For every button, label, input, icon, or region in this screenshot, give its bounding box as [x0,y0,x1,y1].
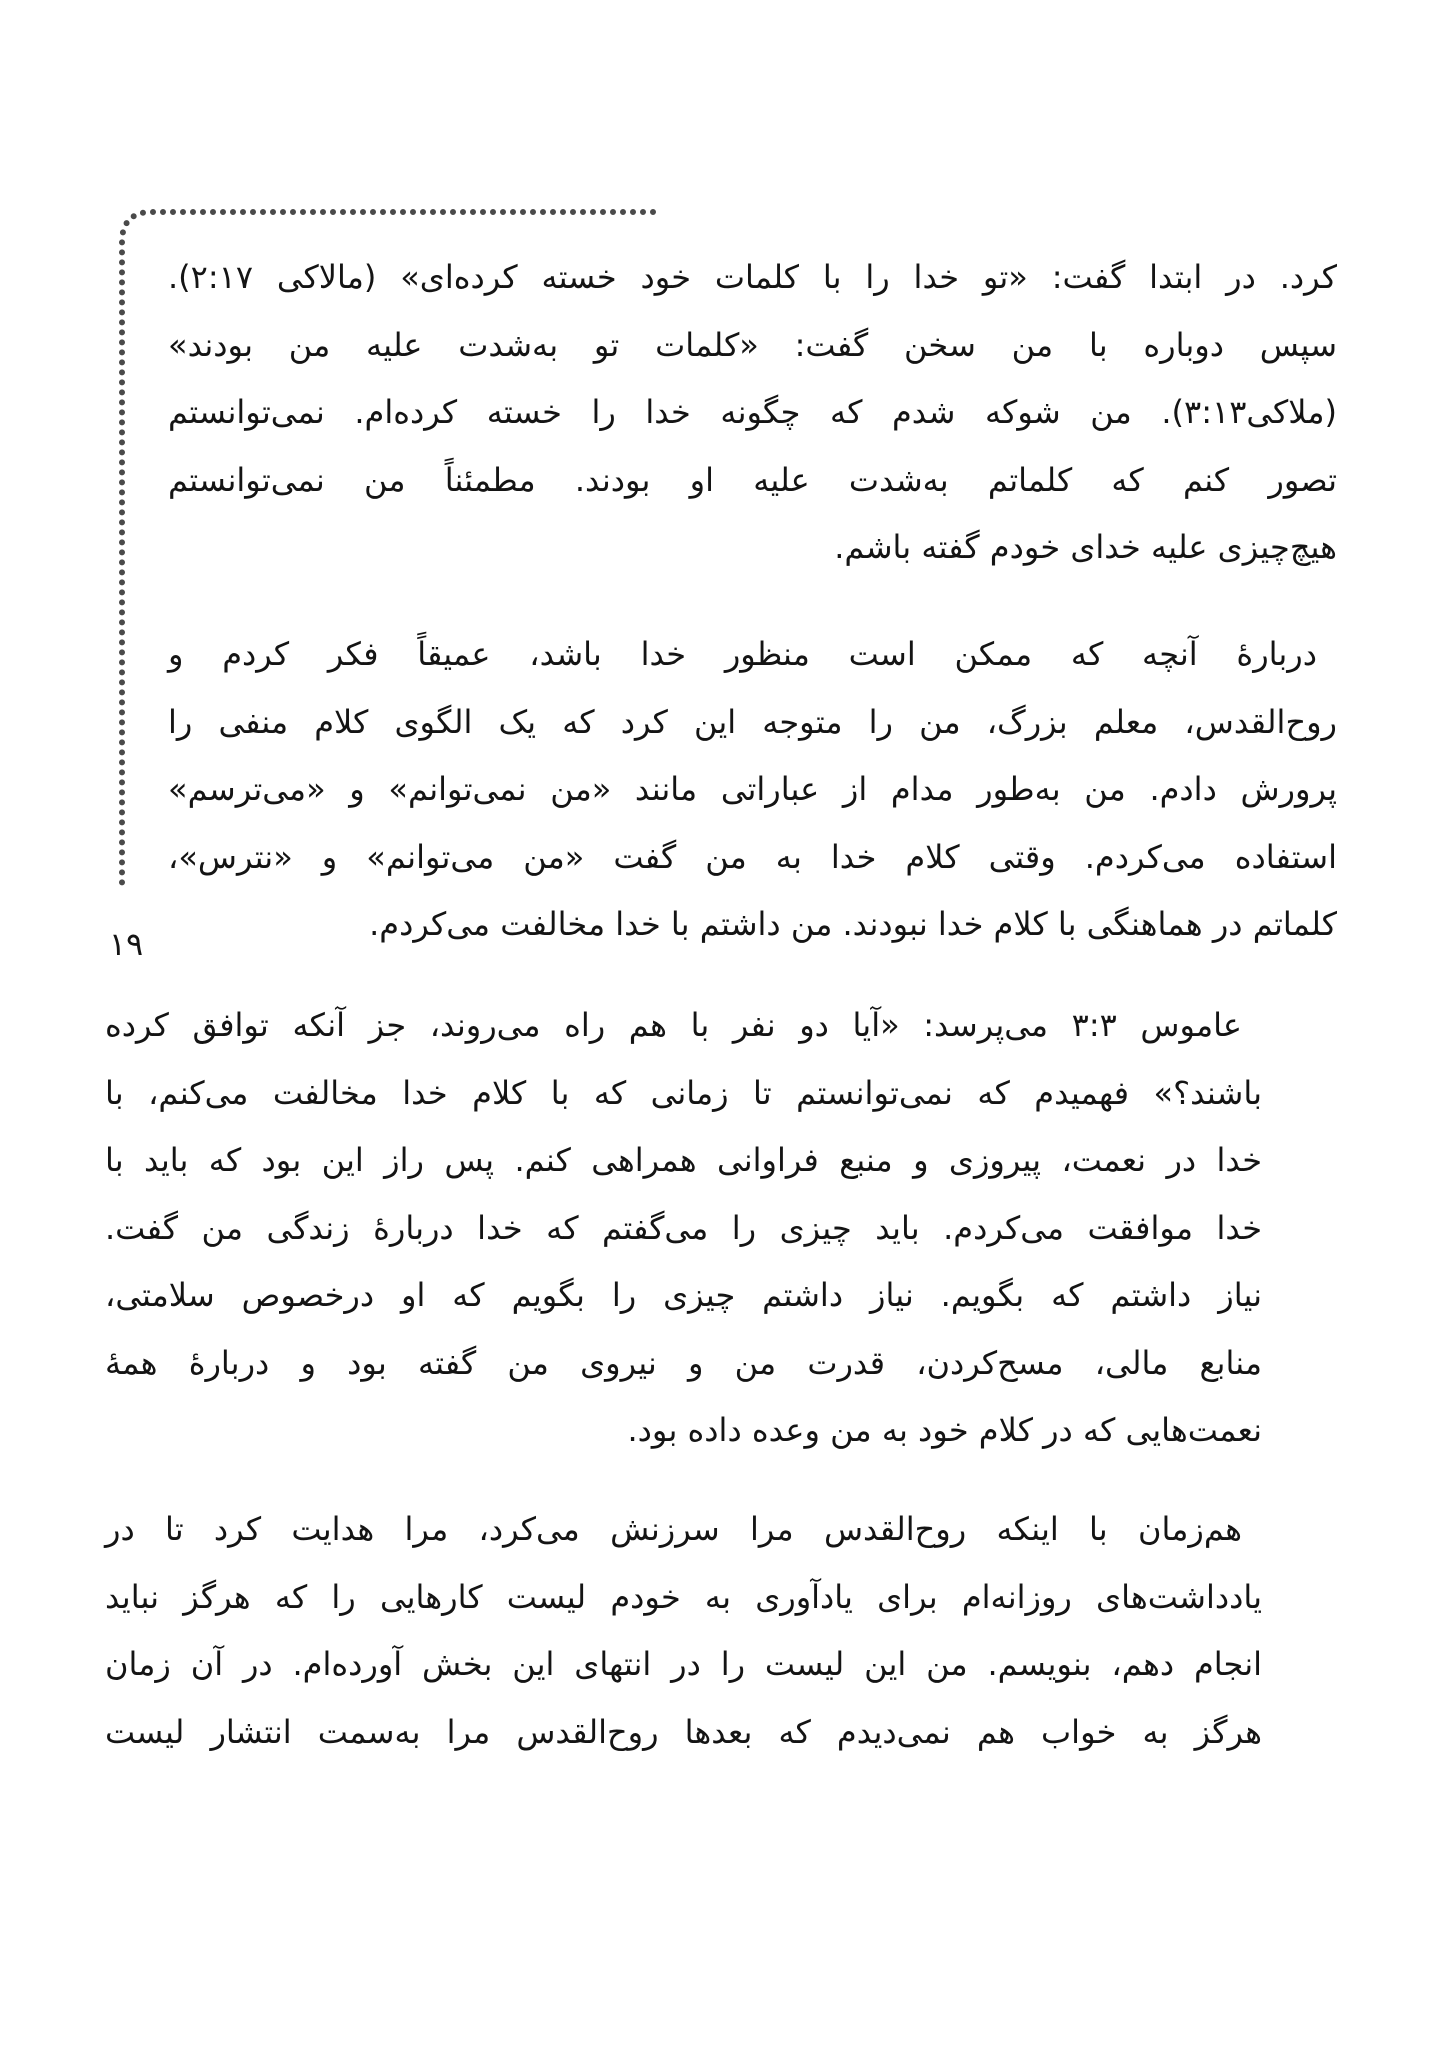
text-line: پرورش دادم. من به‌طور مدام از عباراتی مانند «من نمی‌توانم» و «می‌ترسم» [168,770,1337,808]
text-line: یادداشت‌های روزانه‌ام برای یادآوری به خودم لیست کارهایی را که هرگز نباید [105,1577,1262,1616]
text-line: استفاده می‌کردم. وقتی کلام خدا به من گفت «من می‌توانم» و «نترس»، [168,837,1337,876]
body-paragraph-2 [105,1496,1262,1766]
text-line: هیچ‌چیزی علیه خدای خودم گفته باشم. [834,528,1337,566]
text-line: دربارهٔ آنچه که ممکن است منظور خدا باشد، عمیقاً فکر کردم و [168,635,1317,673]
excerpt-paragraph-1 [168,244,1337,582]
text-line: کرد. در ابتدا گفت: «تو خدا را با کلمات خود خسته کرده‌ای» (مالاکی ۲:۱۷). [168,258,1337,296]
text-line: عاموس ۳:۳ می‌پرسد: «آیا دو نفر با هم راه می‌روند، جز آنکه توافق کرده [105,1006,1243,1044]
excerpt-paragraph-2 [168,621,1337,959]
page-number: ۱۹ [108,925,144,963]
text-line: هرگز به خواب هم نمی‌دیدم که بعدها روح‌القدس مرا به‌سمت انتشار لیست [105,1712,1262,1751]
text-line: انجام دهم، بنویسم. من این لیست را در انتهای این بخش آورده‌ام. در آن زمان [105,1645,1262,1683]
text-line: خدا موافقت می‌کردم. باید چیزی را می‌گفتم که خدا دربارهٔ زندگی من گفت. [105,1208,1262,1247]
text-line: تصور کنم که کلماتم به‌شدت علیه او بودند. مطمئناً من نمی‌توانستم [168,460,1337,499]
text-line: هم‌زمان با اینکه روح‌القدس مرا سرزنش می‌کرد، مرا هدایت کرد تا در [105,1510,1242,1548]
text-line: خدا در نعمت، پیروزی و منبع فراوانی همراهی کنم. پس راز این بود که باید با [105,1141,1262,1179]
text-line: منابع مالی، مسح‌کردن، قدرت من و نیروی من گفته بود و دربارهٔ همهٔ [105,1343,1262,1382]
text-line: نیاز داشتم که بگویم. نیاز داشتم چیزی را بگویم که او درخصوص سلامتی، [105,1276,1262,1314]
text-line: (ملاکی۳:۱۳). من شوکه شدم که چگونه خدا را خسته کرده‌ام. نمی‌توانستم [168,393,1337,431]
text-line: کلماتم در هماهنگی با کلام خدا نبودند. من داشتم با خدا مخالفت می‌کردم. [369,905,1337,943]
text-line: باشند؟» فهمیدم که نمی‌توانستم تا زمانی که با کلام خدا مخالفت می‌کنم، با [105,1073,1262,1112]
body-paragraph-1 [105,992,1262,1465]
text-line: روح‌القدس، معلم بزرگ، من را متوجه این کرد که یک الگوی کلام منفی را [168,702,1337,741]
text-line: سپس دوباره با من سخن گفت: «کلمات تو به‌شدت علیه من بودند» [168,325,1337,364]
text-line: نعمت‌هایی که در کلام خود به من وعده داده بود. [627,1411,1262,1449]
